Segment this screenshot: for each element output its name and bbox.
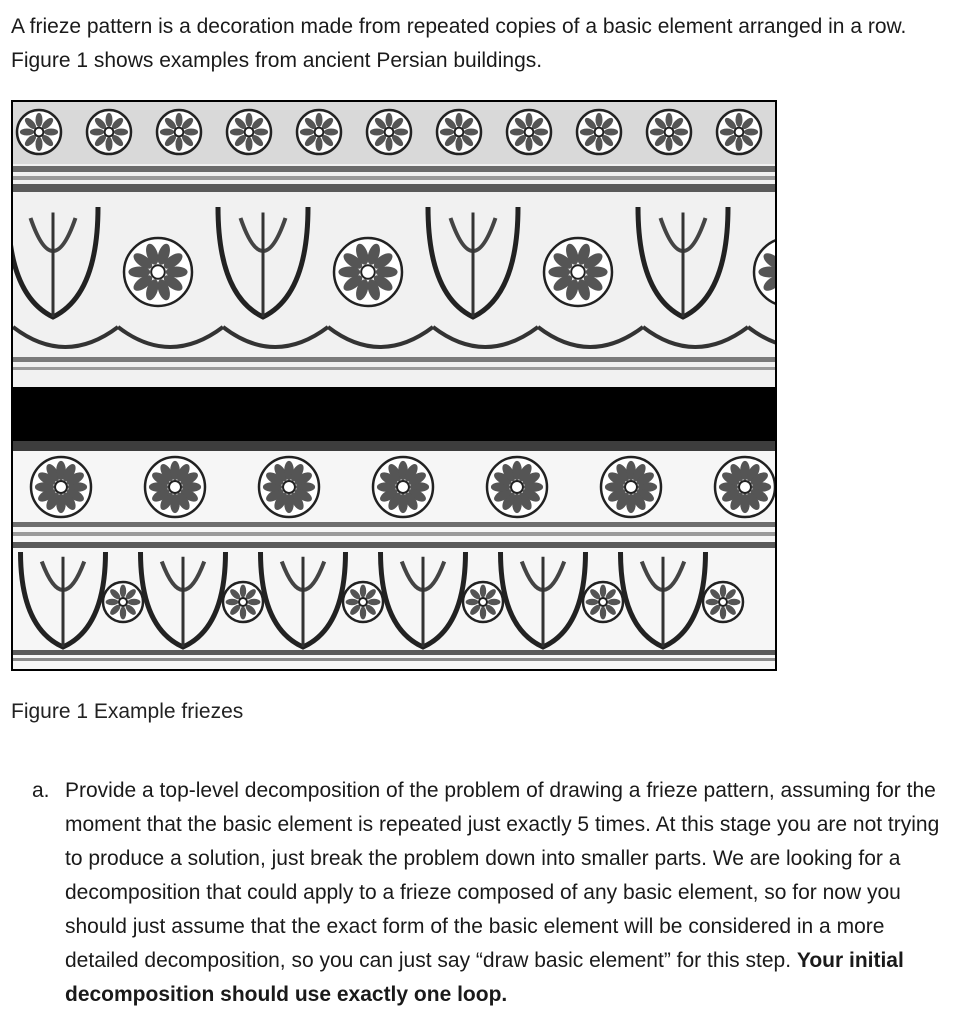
top-rosette [297, 110, 341, 154]
top-rosette [577, 110, 621, 154]
small-rosette [583, 582, 623, 622]
intro-paragraph: A frieze pattern is a decoration made from repeated copies of a basic element arranged in a row. Figure 1 shows examples from ancient Persian buildings. [11, 15, 907, 72]
bottom-rosette [31, 457, 91, 517]
frieze-figure [11, 100, 777, 671]
question-text-block [65, 774, 942, 1012]
small-rosette [343, 582, 383, 622]
middle-rosette [334, 238, 402, 306]
bottom-rosette [715, 457, 775, 517]
bottom-rosette [373, 457, 433, 517]
small-rosette [703, 582, 743, 622]
figure-caption: Figure 1 Example friezes [11, 700, 244, 723]
top-rosette [647, 110, 691, 154]
bottom-rosette [601, 457, 661, 517]
question-marker: a. [32, 779, 50, 802]
middle-rosette [544, 238, 612, 306]
frieze-illustration [13, 102, 775, 669]
top-rosette [157, 110, 201, 154]
top-rosette [507, 110, 551, 154]
middle-rosette [124, 238, 192, 306]
bottom-rosette [145, 457, 205, 517]
question-a [32, 774, 942, 1012]
figure-divider [13, 387, 775, 441]
bottom-rosette [487, 457, 547, 517]
top-rosette [367, 110, 411, 154]
top-rosette [717, 110, 761, 154]
question-text: Provide a top-level decomposition of the problem of drawing a frieze pattern, assuming for the moment that the basic element is repeated just exactly 5 times. At this stage you are not trying to produce a solution, just break the problem down into smaller parts. We are looking for a decomposition that could apply to a frieze composed of any basic element, so for now you should just assume that the exact form of the basic element will be considered in a more detailed decomposition, so you can just say “draw basic element” for this step. [65, 779, 940, 972]
question-emphasis: Your initial decomposition should use exactly one loop. [65, 949, 904, 1006]
small-rosette [463, 582, 503, 622]
top-rosette [437, 110, 481, 154]
small-rosette [103, 582, 143, 622]
top-rosette [87, 110, 131, 154]
bottom-rosette [259, 457, 319, 517]
small-rosette [223, 582, 263, 622]
top-rosette [17, 110, 61, 154]
top-rosette [227, 110, 271, 154]
